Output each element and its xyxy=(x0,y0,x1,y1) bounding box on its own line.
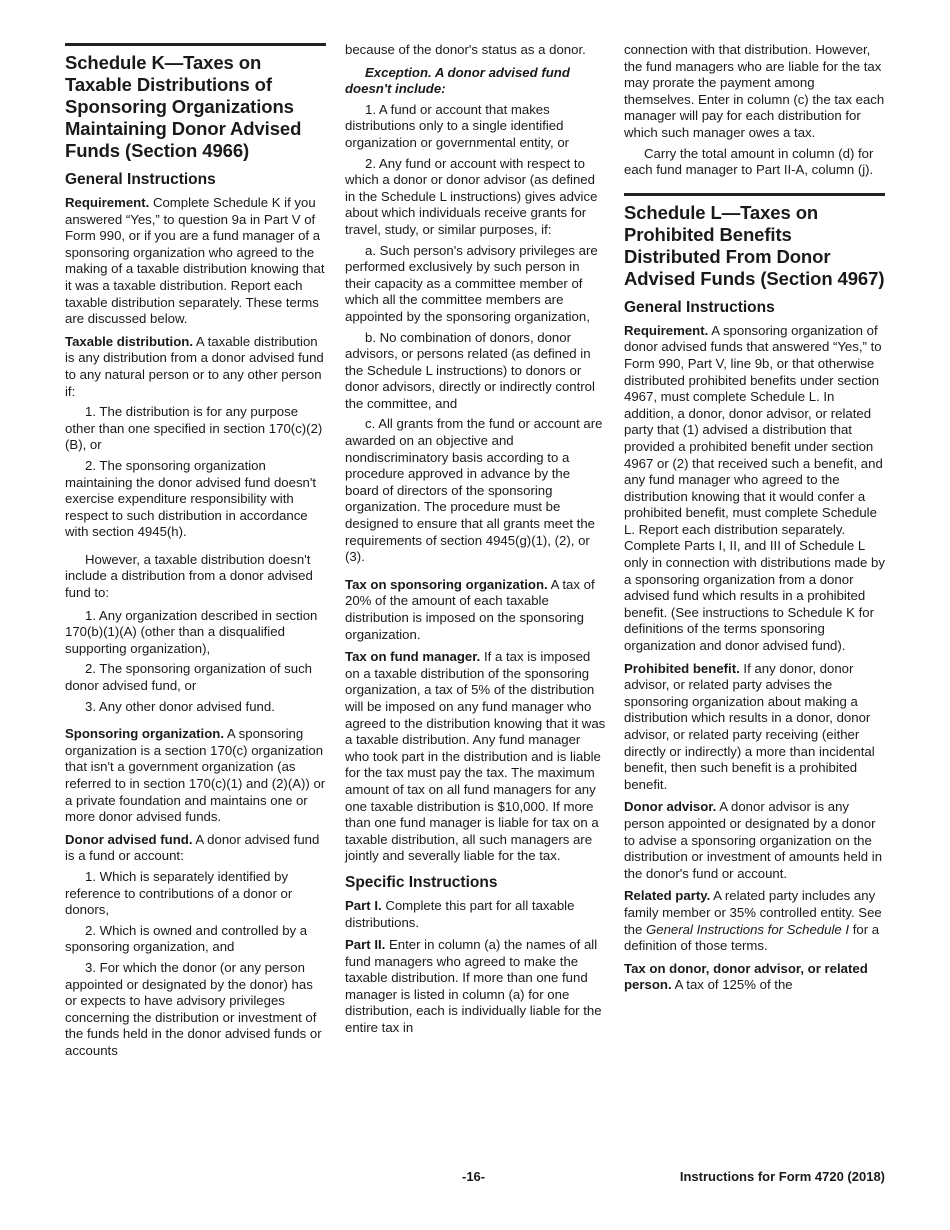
sk-sponsoring-organization: Sponsoring organization. A sponsoring organization is a section 170(c) organization that isn't a government organization (as referred to in section 170(c)(1) and (2)(A)) or a private foundation and maintains one or more donor advised funds. xyxy=(65,726,326,825)
sl-prohibited-benefit: Prohibited benefit. If any donor, donor advisor, or related party advises the sponsoring organization about making a distribution which results in a donor, donor advisor, or related party receiving (either directly or indirectly) a more than incidental benefit, then such benefit is a prohibited benefit. xyxy=(624,660,875,792)
sk-taxable-distribution: Taxable distribution. A taxable distribution is any distribution from a donor advised fund to any natural person or to any other person if: xyxy=(65,333,324,399)
sk-tax-fund-manager: Tax on fund manager. If a tax is imposed on a taxable distribution of the sponsoring organization, a tax of 5% of the distribution will be imposed on any fund manager who agreed to the distribution knowing that it was a taxable distribution. Any fund manager who took part in the distribution and is liable for the tax must pay the tax. The maximum amount of tax on all fund managers for any one taxable distribution is $10,000. If more than one fund manager is liable for tax on a taxable distribution, all such managers are jointly and severally liable for the tax. xyxy=(345,649,606,864)
section-rule xyxy=(65,43,326,46)
sk-part-2-continued: connection with that distribution. However, the fund managers who are liable for the tax may prorate the payment among themselves. Enter in column (c) the tax each manager will pay for each distribution for which such manager owes a tax. xyxy=(624,42,885,140)
section-rule xyxy=(624,193,885,196)
schedule-k-title: Schedule K—Taxes on Taxable Distributions of Sponsoring Organizations Maintaining Donor Advised Funds (Section 4966) xyxy=(65,52,302,161)
sk-part-2: Part II. Enter in column (a) the names of all fund managers who agreed to make the taxable distribution. If more than one fund manager is listed in column (a) for one distribution, each is individually liable for the entire tax in xyxy=(345,937,602,1036)
footer-title: Instructions for Form 4720 (2018) xyxy=(679,1169,885,1184)
list-item: 2. The sponsoring organization maintaining the donor advised fund doesn't exercise expenditure responsibility with respect to such distribution in accordance with section 4945(h). xyxy=(65,457,317,540)
sl-requirement: Requirement. A sponsoring organization of donor advised funds that answered “Yes,” to Form 990, Part V, line 9b, or that otherwise distributed prohibited benefits under section 4967, must complete Schedule L. In addition, a donor, donor advisor, or related party that (1) advised a distribution that provided a prohibited benefit under section 4967 or (2) that received such a benefit, and any fund manager who agreed to the distribution knowing that it would confer a prohibited benefit, must complete Schedule L. Report each distribution separately. Complete Parts I, II, and III of Schedule L only in connection with distributions made by a sponsoring organization from a donor advised fund which results in a prohibited benefit. (See instructions to Schedule K for definitions of the terms sponsoring organization and donor advised fund). xyxy=(624,322,885,654)
sl-related-party: Related party. A related party includes any family member or 35% controlled entity. See the General Instructions for Schedule I for a definition of those terms. xyxy=(624,888,882,954)
list-item: c. All grants from the fund or account are awarded on an objective and nondiscriminatory basis according to a procedure approved in advance by the board of directors of the sponsoring organization. The procedure must be designed to ensure that all grants meet the requirements of section 4945(g)(1), (2), or (3). xyxy=(345,416,603,565)
column-3 xyxy=(624,0,885,998)
sk-tax-sponsoring: Tax on sponsoring organization. A tax of 20% of the amount of each taxable distribution is imposed on the sponsoring organization. xyxy=(345,576,595,642)
list-item: 1. The distribution is for any purpose other than one specified in section 170(c)(2)(B), or xyxy=(65,404,323,453)
sk-daf-continued: because of the donor's status as a donor. xyxy=(345,42,586,57)
schedule-l-title: Schedule L—Taxes on Prohibited Benefits Distributed From Donor Advised Funds (Section 4967) xyxy=(624,201,885,289)
schedule-l-general-heading: General Instructions xyxy=(624,298,775,316)
list-item: 1. Any organization described in section 170(b)(1)(A) (other than a disqualified supporting organization), xyxy=(65,607,318,656)
list-item: 3. For which the donor (or any person appointed or designated by the donor) has or expects to have advisory privileges concerning the distribution or investment of the funds held in the donor advised funds or accounts xyxy=(65,959,322,1058)
sl-tax-on-donor: Tax on donor, donor advisor, or related person. A tax of 125% of the xyxy=(624,960,868,993)
specific-instructions-heading: Specific Instructions xyxy=(345,873,498,891)
page-number: -16- xyxy=(462,1169,486,1184)
sl-donor-advisor: Donor advisor. A donor advisor is any person appointed or designated by a donor to advise a sponsoring organization on the distribution or investment of amounts held in the donor's fund or account. xyxy=(624,799,883,881)
sk-requirement: Requirement. Complete Schedule K if you answered “Yes,” to question 9a in Part V of Form 990, or if you are a fund manager of a sponsoring organization who agreed to the making of a taxable distribution knowing that it was a taxable distribution. Report each taxable distribution separately. These terms are discussed below. xyxy=(65,195,325,327)
sk-however: However, a taxable distribution doesn't include a distribution from a donor advised fund to: xyxy=(65,551,313,601)
list-item: 1. Which is separately identified by reference to contributions of a donor or donors, xyxy=(65,868,293,918)
list-item: 1. A fund or account that makes distributions only to a single identified organization or governmental entity, or xyxy=(345,101,570,150)
list-item: a. Such person's advisory privileges are performed exclusively by such person in their capacity as a committee member of which all the committee members are appointed by the sponsoring organization, xyxy=(345,242,598,324)
list-item: 2. The sponsoring organization of such donor advised fund, or xyxy=(65,661,313,694)
sk-carry: Carry the total amount in column (d) for each fund manager to Part II-A, column (j). xyxy=(624,145,874,178)
list-item: 3. Any other donor advised fund. xyxy=(85,698,275,714)
list-item: 2. Any fund or account with respect to which a donor or donor advisor (as defined in the Schedule L instructions) gives advice about which individuals receive grants for travel, study, or similar purposes, if: xyxy=(345,155,598,237)
sk-part-1: Part I. Complete this part for all taxable distributions. xyxy=(345,897,575,930)
schedule-k-general-heading: General Instructions xyxy=(65,171,216,188)
sk-exception-heading: Exception. A donor advised fund doesn't include: xyxy=(345,64,570,97)
sk-donor-advised-fund: Donor advised fund. A donor advised fund is a fund or account: xyxy=(65,831,320,864)
list-item: b. No combination of donors, donor advisors, or persons related (as defined in the Schedule L instructions) to donors or donor advisors, directly or indirectly control the committee, and xyxy=(345,329,595,411)
list-item: 2. Which is owned and controlled by a sponsoring organization, and xyxy=(65,922,308,955)
column-2 xyxy=(345,0,606,1041)
column-1 xyxy=(65,0,326,1064)
